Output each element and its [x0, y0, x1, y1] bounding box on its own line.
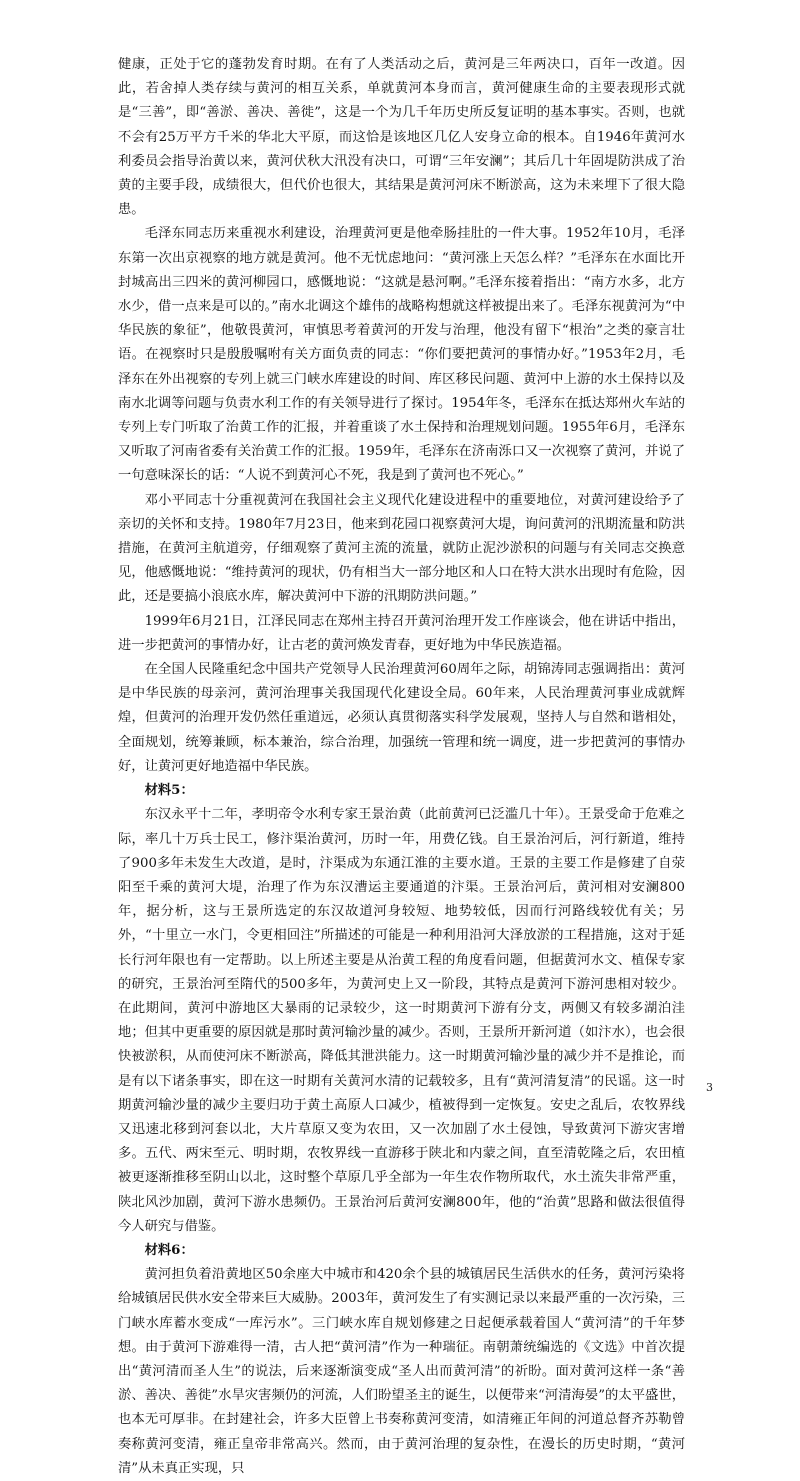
paragraph-water-pollution: 黄河担负着沿黄地区50余座大中城市和420余个县的城镇居民生活供水的任务，黄河污染将给城镇居民供水安全带来巨大威胁。2003年，黄河发生了有实测记录以来最严重的一次污染，三门峡水库蓄水变成“一库污水”。三门峡水库自规划修建之日起便承载着国人“黄河清”的千年梦想。由于黄河下游难得一清，古人把“黄河清”作为一种瑞征。南朝萧统编选的《文选》中首次提出“黄河清而圣人生”的说法，后来逐渐演变成“圣人出而黄河清”的祈盼。面对黄河这样一条“善淤、善决、善徙”水旱灾害频仍的河流，人们盼望圣主的诞生，以便带来“河清海晏”的太平盛世，也本无可厚非。在封建社会，许多大臣曾上书奏称黄河变清，如清雍正年间的河道总督齐苏勒曾奏称黄河变清，雍正皇帝非常高兴。然而，由于黄河治理的复杂性，在漫长的历史时期，“黄河清”从未真正实现，只 [118, 1267, 685, 1476]
paragraph-hu-jintao: 在全国人民隆重纪念中国共产党领导人民治理黄河60周年之际，胡锦涛同志强调指出：黄河是中华民族的母亲河，黄河治理事关我国现代化建设全局。60年来，人民治理黄河事业成就辉煌，但黄河的治理开发仍然任重道远，必须认真贯彻落实科学发展观，坚持人与自然和谐相处，全面规划，统筹兼顾，标本兼治，综合治理，加强统一管理和统一调度，进一步把黄河的事情办好，让黄河更好地造福中华民族。 [118, 662, 685, 774]
heading-material-6: 材料6： [144, 1242, 194, 1258]
page-number: 3 [706, 1081, 713, 1094]
paragraph-jiang-zemin: 1999年6月21日，江泽民同志在郑州主持召开黄河治理开发工作座谈会，他在讲话中指出，进一步把黄河的事情办好，让古老的黄河焕发青春，更好地为中华民族造福。 [118, 613, 685, 653]
heading-material-5: 材料5： [144, 783, 194, 799]
paragraph-mao-zedong: 毛泽东同志历来重视水利建设，治理黄河更是他牵肠挂肚的一件大事。1952年10月，毛泽东第一次出京视察的地方就是黄河。他不无忧虑地问：“黄河涨上天怎么样？”毛泽东在水面比开封城高出三四米的黄河柳园口，感慨地说：“这就是悬河啊。”毛泽东接着指出：“南方水多，北方水少，借一点来是可以的。”南水北调这个雄伟的战略构想就这样被提出来了。毛泽东视黄河为“中华民族的象征”，他敬畏黄河，审慎思考着黄河的开发与治理，他没有留下“根治”之类的豪言壮语。在视察时只是殷殷嘱咐有关方面负责的同志：“你们要把黄河的事情办好。”1953年2月，毛泽东在外出视察的专列上就三门峡水库建设的时间、库区移民问题、黄河中上游的水土保持以及南水北调等问题与负责水利工作的有关领导进行了探讨。1954年冬，毛泽东在抵达郑州火车站的专列上专门听取了治黄工作的汇报，并着重谈了水土保持和治理规划问题。1955年6月，毛泽东又听取了河南省委有关治黄工作的汇报。1959年，毛泽东在济南泺口又一次视察了黄河，并说了一句意味深长的话：“人说不到黄河心不死，我是到了黄河也不死心。” [118, 226, 685, 484]
paragraph-health: 健康，正处于它的蓬勃发育时期。在有了人类活动之后，黄河是三年两决口，百年一改道。因此，若舍掉人类存续与黄河的相互关系，单就黄河本身而言，黄河健康生命的主要表现形式就是“三善”，即“善淤、善决、善徙”，这是一个为几千年历史所反复证明的基本事实。否则，也就不会有25万平方千米的华北大平原，而这恰是该地区几亿人安身立命的根本。自1946年黄河水利委员会指导治黄以来，黄河伏秋大汛没有决口，可谓“三年安澜”；其后几十年固堤防洪成了治黄的主要手段，成绩很大，但代价也很大，其结果是黄河河床不断淤高，这为未来埋下了很大隐患。 [118, 57, 685, 218]
document-body [118, 53, 685, 1481]
paragraph-deng-xiaoping: 邓小平同志十分重视黄河在我国社会主义现代化建设进程中的重要地位，对黄河建设给予了亲切的关怀和支持。1980年7月23日，他来到花园口视察黄河大堤，询问黄河的汛期流量和防洪措施，在黄河主航道旁，仔细观察了黄河主流的流量，就防止泥沙淤积的问题与有关同志交换意见，他感慨地说：“维持黄河的现状，仍有相当大一部分地区和人口在特大洪水出现时有危险，因此，还是要搞小浪底水库，解决黄河中下游的汛期防洪问题。” [118, 492, 685, 605]
paragraph-wang-jing: 东汉永平十二年，孝明帝令水利专家王景治黄（此前黄河已泛滥几十年）。王景受命于危难之际，率几十万兵士民工，修汴渠治黄河，历时一年，用费亿钱。自王景治河后，河行新道，维持了900多年未发生大改道，是时，汴渠成为东通江淮的主要水道。王景的主要工作是修建了自荥阳至千乘的黄河大堤，治理了作为东汉漕运主要通道的汴渠。王景治河后，黄河相对安澜800年，据分析，这与王景所选定的东汉故道河身较短、地势较低，因而行河路线较优有关；另外，“十里立一水门，令更相回注”所描述的可能是一种利用沿河大泽放淤的工程措施，这对于延长行河年限也有一定帮助。以上所述主要是从治黄工程的角度看问题，但据黄河水文、植保专家的研究，王景治河至隋代的500多年，为黄河史上又一阶段，其特点是黄河下游河患相对较少。在此期间，黄河中游地区大暴雨的记录较少，这一时期黄河下游有分支，两侧又有较多湖泊洼地；但其中更重要的原因就是那时黄河输沙量的减少。否则，王景所开新河道（如汴水），也会很快被淤积，从而使河床不断淤高，降低其泄洪能力。这一时期黄河输沙量的减少并不是推论，而是有以下诸条事实，即在这一时期有关黄河水清的记载较多，且有“黄河清复清”的民谣。这一时期黄河输沙量的减少主要归功于黄土高原人口减少，植被得到一定恢复。安史之乱后，农牧界线又迅速北移到河套以北，大片草原又变为农田，又一次加剧了水土侵蚀，导致黄河下游灾害增多。五代、两宋至元、明时期，农牧界线一直游移于陕北和内蒙之间，直至清乾隆之后，农田植被更逐渐推移至阴山以北，这时整个草原几乎全部为一年生农作物所取代，水土流失非常严重，陕北风沙加剧，黄河下游水患频仍。王景治河后黄河安澜800年，他的“治黄”思路和做法很值得今人研究与借鉴。 [118, 807, 685, 1234]
